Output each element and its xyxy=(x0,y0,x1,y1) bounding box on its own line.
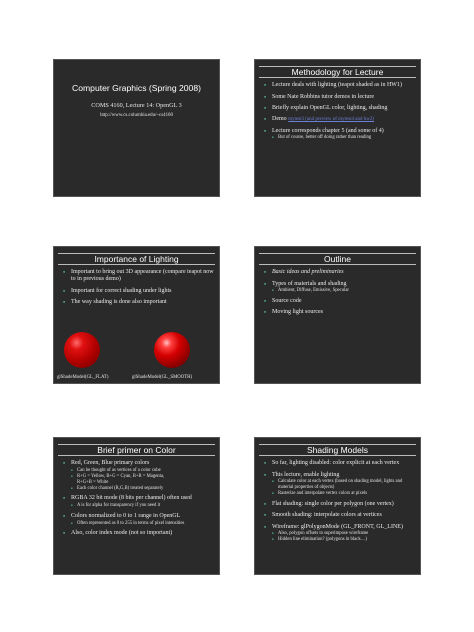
sub-bullet-line: R+G+B = White xyxy=(77,479,109,485)
sub-bullet: ■ But of course, better off doing rather than reading xyxy=(264,135,415,141)
slide-methodology xyxy=(254,59,421,197)
flat-shaded-sphere-image xyxy=(64,332,100,368)
bullet: ■ Source code xyxy=(264,298,415,305)
sub-bullet: ■ Hidden line elimination? (polygons in black…) xyxy=(264,537,415,543)
sub-bullet: ■ Often represented as 0 to 255 in terms of pixel intensities xyxy=(63,521,214,527)
bullet: ■ Briefly explain OpenGL color, lighting, shading xyxy=(264,105,415,112)
sub-bullet: ■ Also, polygon offsets to superimpose wireframe xyxy=(264,531,415,537)
slide-title xyxy=(53,59,220,197)
slide-color-primer xyxy=(53,437,220,575)
sub-bullet: ■ Ambient, Diffuse, Emissive, Specular xyxy=(264,288,415,294)
sub-bullet: ■ Each color channel (R,G,B) treated separately xyxy=(63,486,214,492)
bullet-list xyxy=(54,269,219,306)
slide-title-outline: Outline xyxy=(259,253,416,265)
bullet: ■ Moving light sources xyxy=(264,309,415,316)
demo-link[interactable]: mytest3 (and preview of mytest4 and hw2) xyxy=(288,117,374,123)
demo-label: Demo xyxy=(272,116,287,123)
slide-outline xyxy=(254,246,421,384)
course-url: http://www.cs.columbia.edu/~cs4160 xyxy=(100,113,173,118)
bullet-list xyxy=(255,460,420,543)
bullet: ■ Flat shading: single color per polygon (one vertex) xyxy=(264,501,415,508)
slide-title-lighting: Importance of Lighting xyxy=(58,253,215,265)
bullet: ■ The way shading is done also important xyxy=(63,299,214,306)
bullet: ■ This lecture, enable lighting xyxy=(264,472,415,479)
bullet: ■ So far, lighting disabled: color explicit at each vertex xyxy=(264,460,415,467)
smooth-shaded-sphere-image xyxy=(154,332,190,368)
bullet-list xyxy=(255,269,420,316)
bullet: ■ Some Nate Robbins tutor demos in lecture xyxy=(264,94,415,101)
slide-shading-models xyxy=(254,437,421,575)
bullet: ■ Lecture deals with lighting (teapot shaded as in HW1) xyxy=(264,82,415,89)
bullet: ■ Important for correct shading under lights xyxy=(63,288,214,295)
bullet: ■ Types of materials and shading xyxy=(264,281,415,288)
bullet-list xyxy=(255,82,420,141)
bullet: ■ Colors normalized to 0 to 1 range in OpenGL xyxy=(63,513,214,520)
bullet-demo xyxy=(264,116,415,123)
slide-title-shading: Shading Models xyxy=(259,444,416,456)
sub-bullet-line: R+G = Yellow, B+G = Cyan, B+R = Magenta, xyxy=(77,473,165,479)
bullet: ■ Also, color index mode (not so important) xyxy=(63,530,214,537)
sub-bullet: ■ A is for alpha for transparency if you need it xyxy=(63,503,214,509)
bullet: ■ Wireframe: glPolygonMode (GL_FRONT, GL_LINE) xyxy=(264,524,415,531)
bullet: ■ Important to bring out 3D appearance (compare teapot now to in previous demo) xyxy=(63,269,214,283)
course-title: Computer Graphics (Spring 2008) xyxy=(72,83,201,93)
sub-bullet: ■ Rasterize and interpolate vertex colors at pixels xyxy=(264,491,415,497)
slide-title-color: Brief primer on Color xyxy=(58,444,215,456)
sub-bullet: ■ Can be thought of as vertices of a color cube xyxy=(63,468,214,474)
slide-importance-lighting xyxy=(53,246,220,384)
bullet: ■ RGBA 32 bit mode (8 bits per channel) often used xyxy=(63,495,214,502)
lecture-subtitle: COMS 4160, Lecture 14: OpenGL 3 xyxy=(91,102,182,109)
bullet: ■ Smooth shading: interpolate colors at vertices xyxy=(264,512,415,519)
bullet: ■ Lecture corresponds chapter 5 (and some of 4) xyxy=(264,128,415,135)
bullet: ■ Basic ideas and preliminaries xyxy=(264,269,415,276)
sub-bullet: ■ Calculate color at each vertex (based on shading model, lights and material properties of objects) xyxy=(264,479,415,490)
slide-title-methodology: Methodology for Lecture xyxy=(259,66,416,78)
bullet-list xyxy=(54,460,219,537)
caption-smooth: glShadeModel(GL_SMOOTH) xyxy=(132,375,193,380)
bullet: ■ Red, Green, Blue primary colors xyxy=(63,460,214,467)
caption-flat: glShadeModel(GL_FLAT) xyxy=(57,375,109,380)
sub-bullet xyxy=(63,474,214,485)
